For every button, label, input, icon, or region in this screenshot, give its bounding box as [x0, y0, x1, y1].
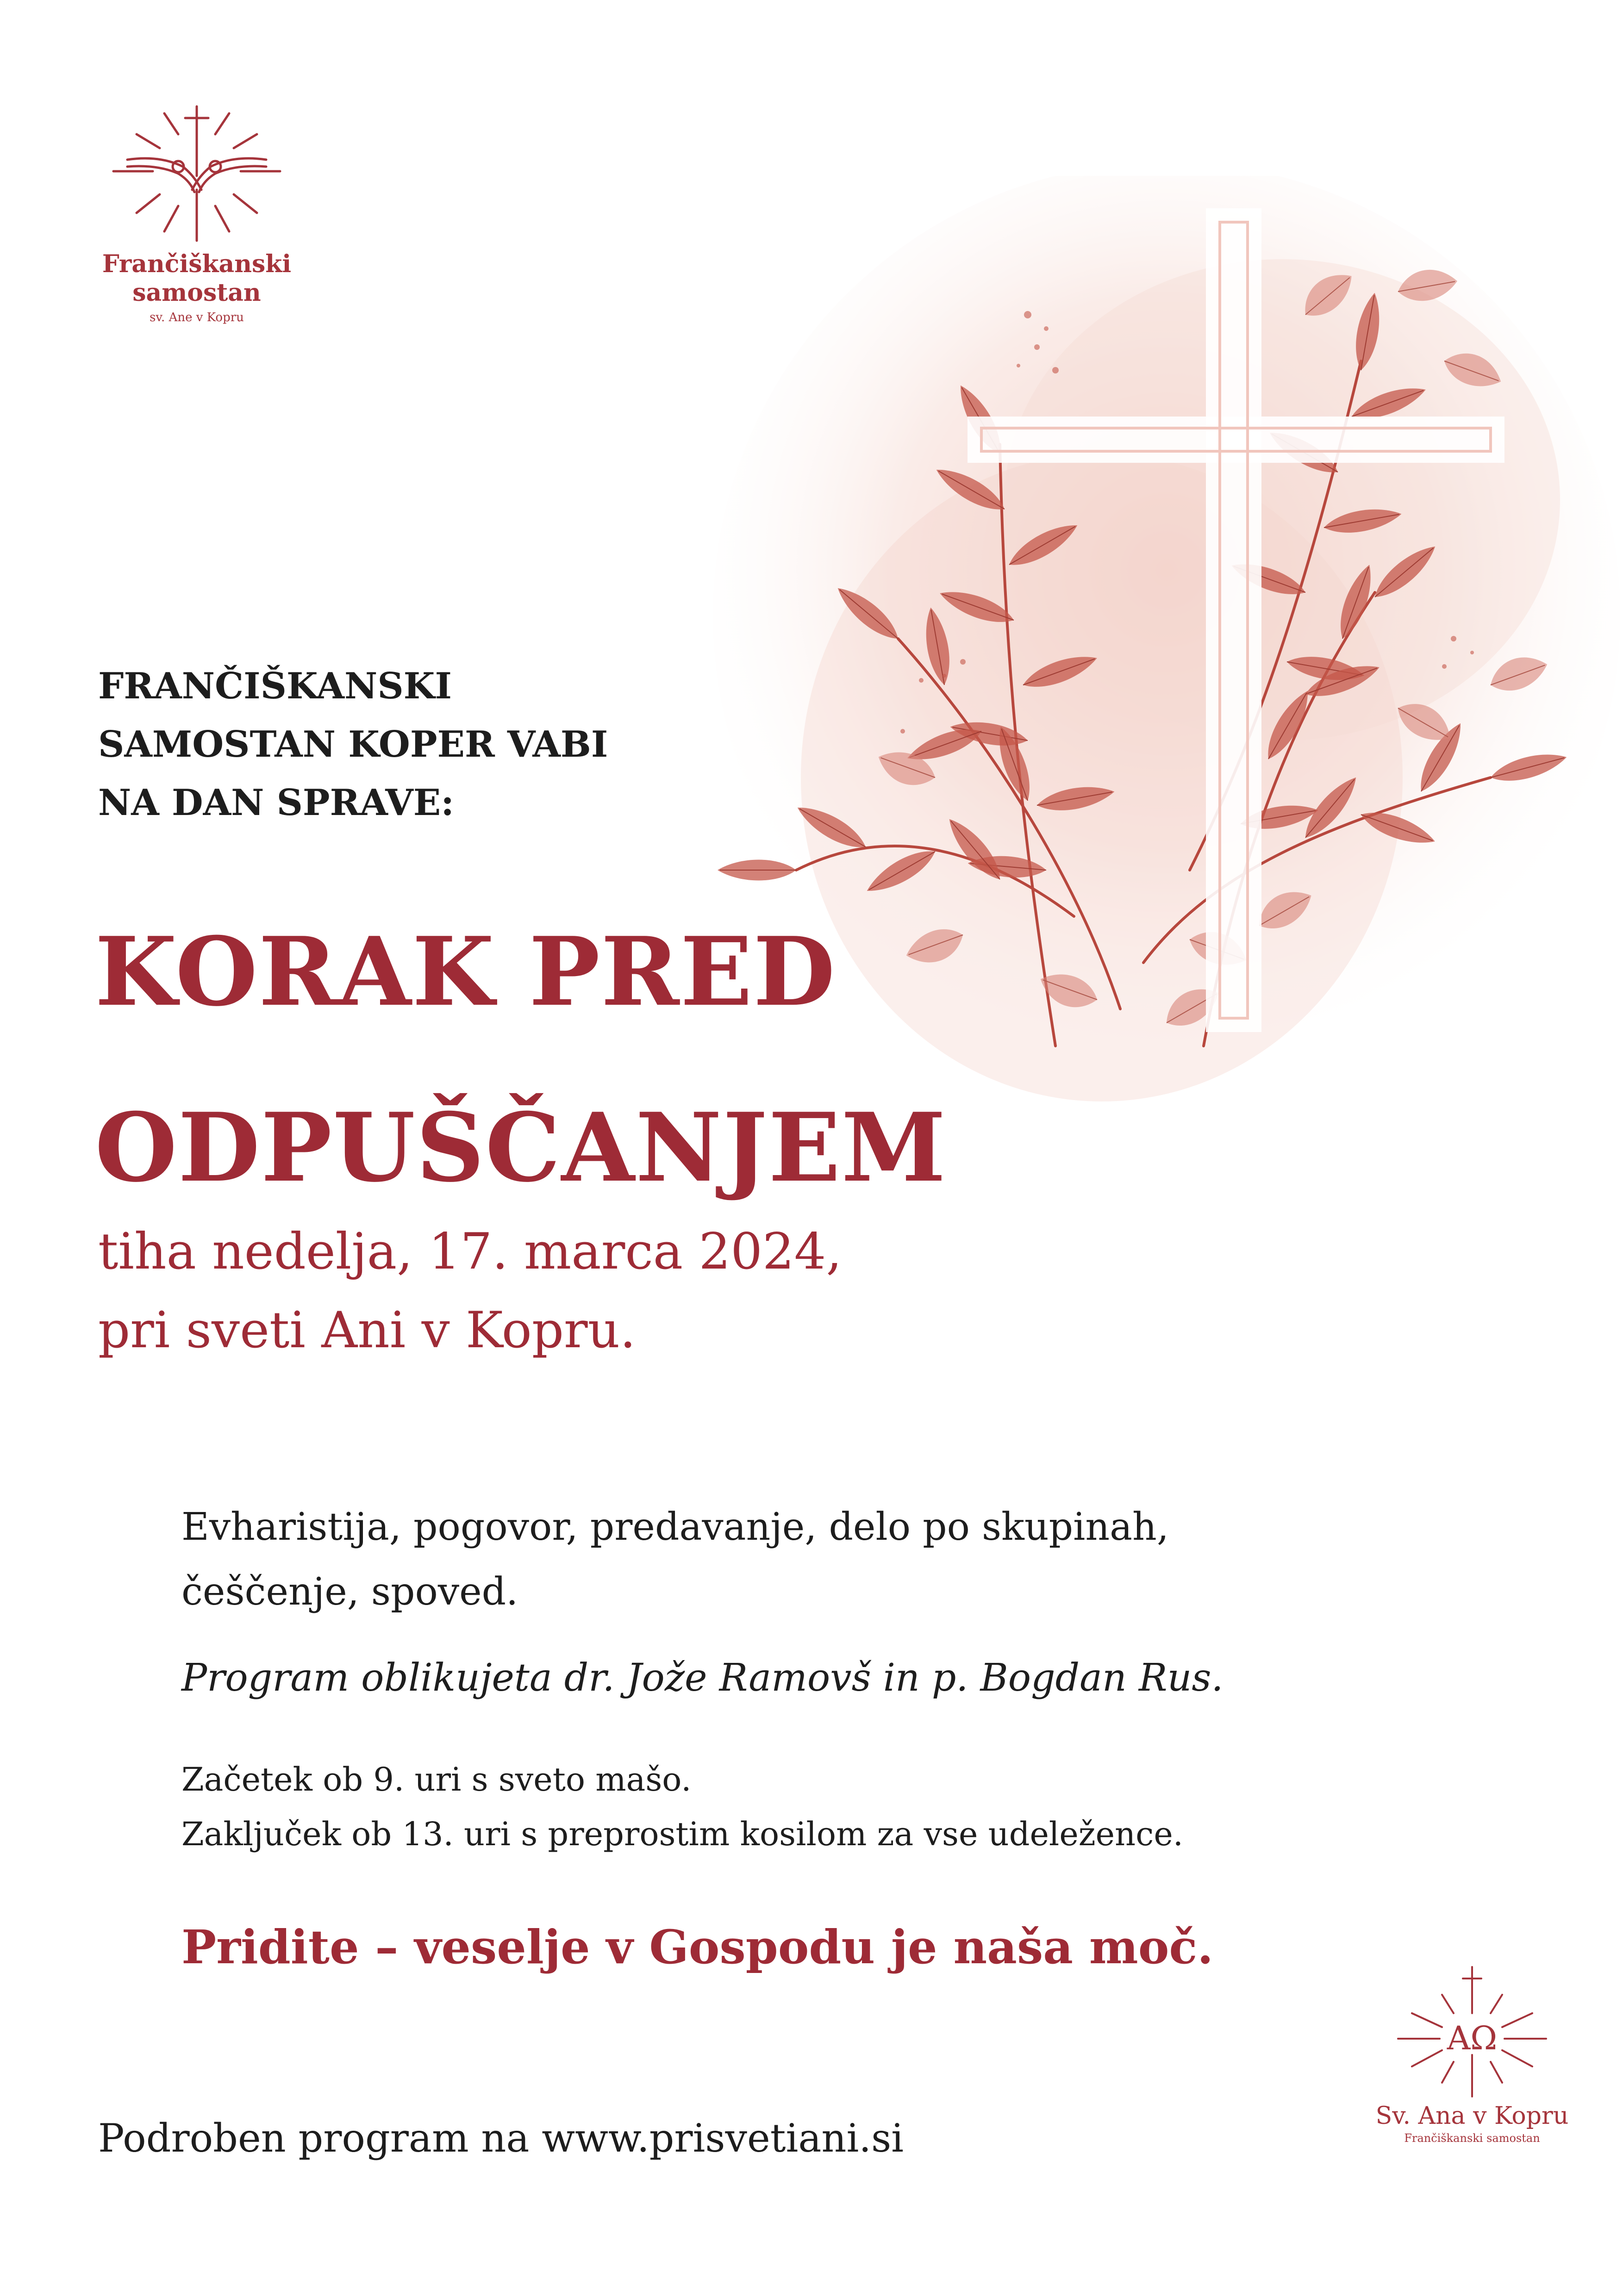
franciscan-crossed-arms-cross-icon	[109, 97, 285, 250]
organizers: Program oblikujeta dr. Jože Ramovš in p. Bogdan Rus.	[181, 1656, 1223, 1700]
event-title	[95, 884, 1252, 1236]
date-and-place	[98, 1213, 1209, 1370]
intro-line2: SAMOSTAN KOPER VABI	[98, 723, 608, 765]
date-line: tiha nedelja, 17. marca 2024,	[98, 1223, 842, 1281]
alpha-omega-cross-icon	[1393, 1962, 1551, 2101]
start-time: Začetek ob 9. uri s sveto mašo.	[181, 1761, 692, 1798]
logo-name-line1: Frančiškanski	[102, 250, 292, 278]
end-time: Zaključek ob 13. uri s preprostim kosilom za vse udeležence.	[181, 1815, 1184, 1853]
logo-name-line2: samostan	[132, 279, 261, 307]
footer-program-link: Podroben program na www.prisvetiani.si	[98, 2116, 904, 2161]
logo-subtitle: sv. Ane v Kopru	[150, 311, 244, 324]
program-details	[181, 1495, 1431, 1982]
activities	[181, 1495, 1431, 1624]
activities-line1: Evharistija, pogovor, predavanje, delo po skupinah,	[181, 1505, 1169, 1549]
title-line1: KORAK PRED	[95, 916, 836, 1027]
title-line2: ODPUŠČANJEM	[95, 1092, 947, 1203]
sv-ana-subtitle: Frančiškanski samostan	[1404, 2132, 1540, 2145]
intro-heading	[98, 657, 793, 832]
intro-line3: NA DAN SPRAVE:	[98, 782, 454, 824]
sv-ana-logo	[1342, 1962, 1602, 2184]
franciscan-logo	[95, 97, 299, 384]
activities-line2: češčenje, spoved.	[181, 1570, 518, 1614]
invitation-motto: Pridite – veselje v Gospodu je naša moč.	[181, 1920, 1214, 1974]
alpha-omega-text: AΩ	[1447, 2019, 1498, 2057]
place-line: pri sveti Ani v Kopru.	[98, 1301, 636, 1359]
schedule	[181, 1752, 1431, 1861]
intro-line1: FRANČIŠKANSKI	[98, 665, 452, 707]
sv-ana-name: Sv. Ana v Kopru	[1375, 2102, 1569, 2130]
